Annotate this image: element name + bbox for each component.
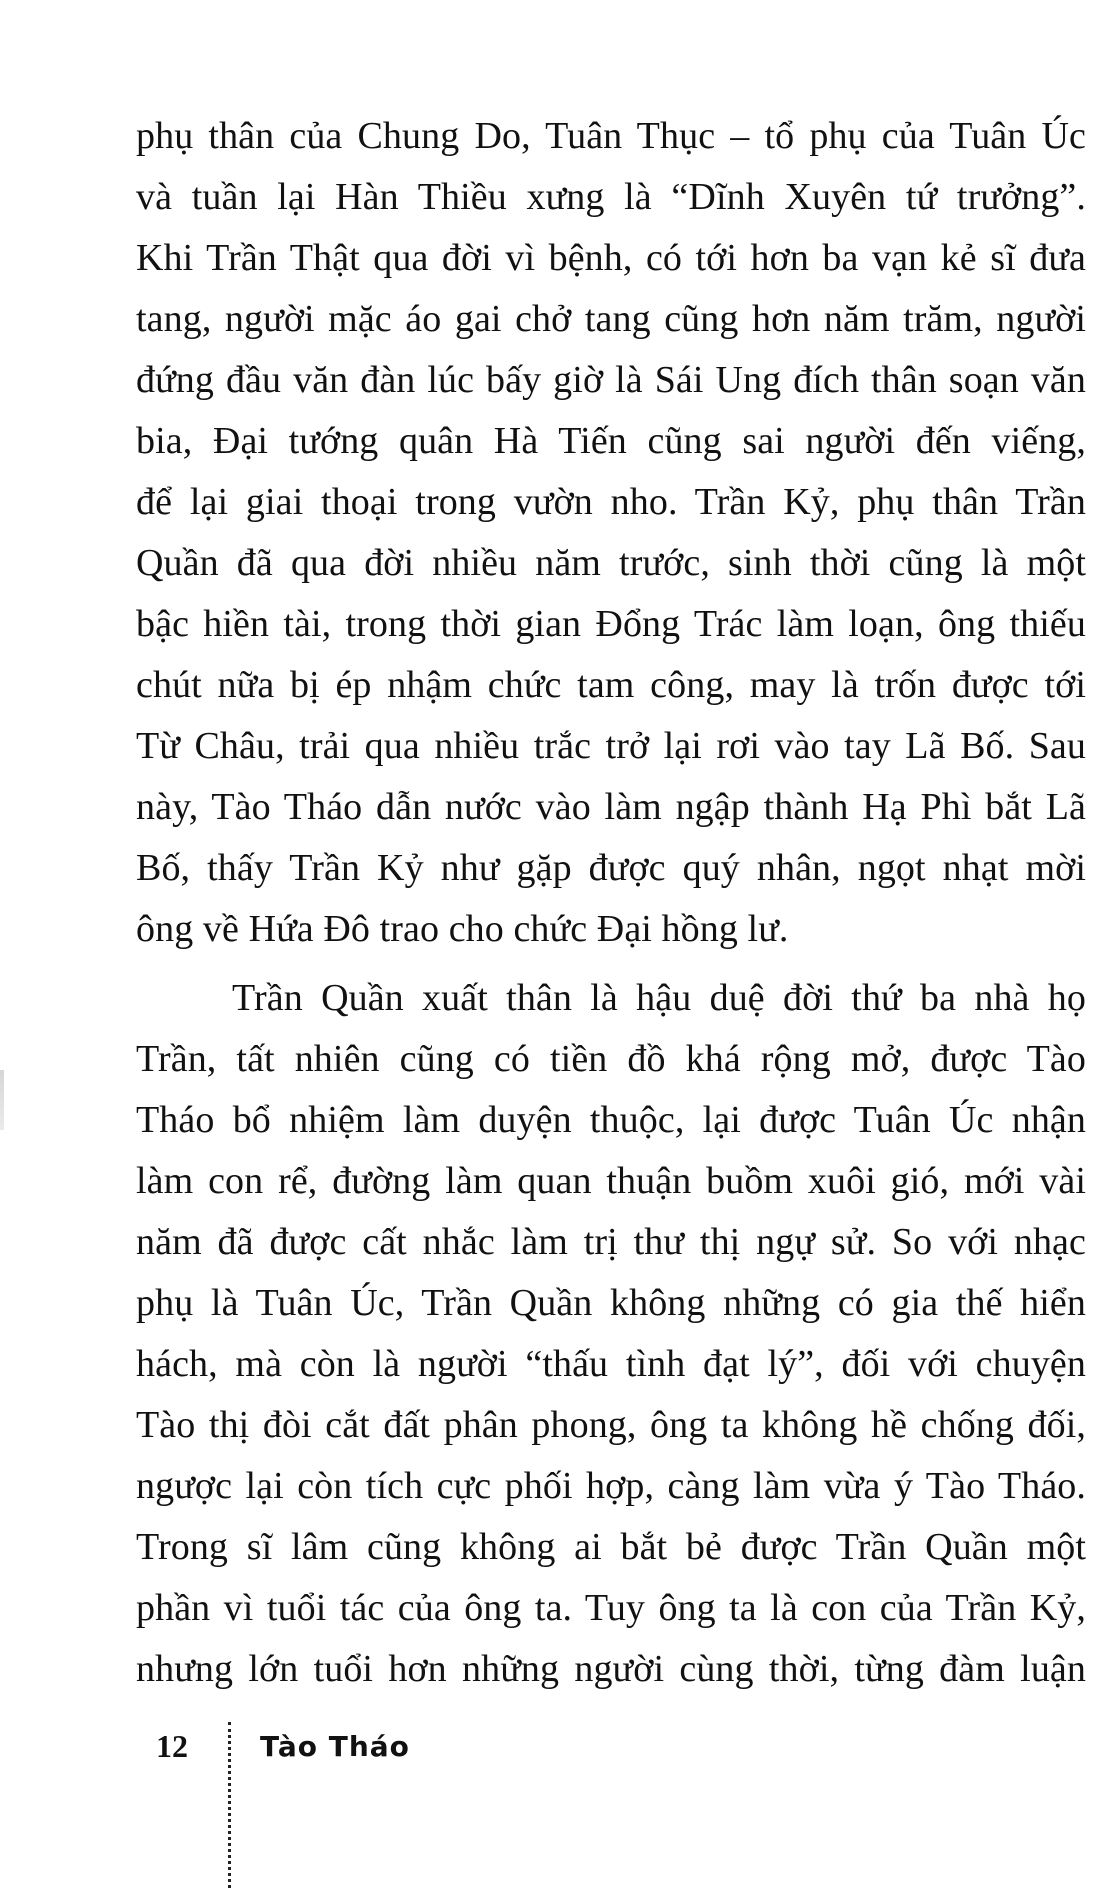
page-number: 12 bbox=[156, 1728, 188, 1764]
text-line: ông về Hứa Đô trao cho chức Đại hồng lư. bbox=[136, 908, 789, 950]
body-text bbox=[136, 106, 1086, 1700]
paragraph-2 bbox=[136, 968, 1086, 1700]
scan-edge-mark bbox=[0, 1070, 4, 1130]
paragraph-1 bbox=[136, 106, 1086, 960]
text-line: Tào thị đòi cắt đất phân phong, ông ta không hề chống đối, bbox=[136, 1404, 1086, 1446]
text-line: và tuần lại Hàn Thiều xưng là “Dĩnh Xuyên tứ trưởng”. bbox=[136, 176, 1086, 218]
dotted-divider bbox=[228, 1722, 231, 1888]
text-line: tang, người mặc áo gai chở tang cũng hơn năm trăm, người bbox=[136, 298, 1086, 340]
text-line: phần vì tuổi tác của ông ta. Tuy ông ta là con của Trần Kỷ, bbox=[136, 1587, 1086, 1629]
text-line: phụ là Tuân Úc, Trần Quần không những có gia thế hiển bbox=[136, 1282, 1086, 1324]
running-title: Tào Tháo bbox=[260, 1730, 410, 1763]
text-line: Trần, tất nhiên cũng có tiền đồ khá rộng mở, được Tào bbox=[136, 1038, 1086, 1080]
text-line: Tháo bổ nhiệm làm duyện thuộc, lại được Tuân Úc nhận bbox=[136, 1099, 1086, 1141]
text-line: này, Tào Tháo dẫn nước vào làm ngập thành Hạ Phì bắt Lã bbox=[136, 786, 1086, 828]
text-line: làm con rể, đường làm quan thuận buồm xuôi gió, mới vài bbox=[136, 1160, 1086, 1202]
paragraph-gap bbox=[136, 960, 1086, 968]
text-line: Trong sĩ lâm cũng không ai bắt bẻ được Trần Quần một bbox=[136, 1526, 1086, 1568]
text-line: bậc hiền tài, trong thời gian Đổng Trác làm loạn, ông thiếu bbox=[136, 603, 1086, 645]
text-line: chút nữa bị ép nhậm chức tam công, may là trốn được tới bbox=[136, 664, 1086, 706]
text-line: ngược lại còn tích cực phối hợp, càng làm vừa ý Tào Tháo. bbox=[136, 1465, 1086, 1507]
text-line: Từ Châu, trải qua nhiều trắc trở lại rơi vào tay Lã Bố. Sau bbox=[136, 725, 1086, 767]
text-line: phụ thân của Chung Do, Tuân Thục – tổ phụ của Tuân Úc bbox=[136, 115, 1086, 157]
text-line: Bố, thấy Trần Kỷ như gặp được quý nhân, ngọt nhạt mời bbox=[136, 847, 1086, 889]
text-line: để lại giai thoại trong vườn nho. Trần Kỷ, phụ thân Trần bbox=[136, 481, 1086, 523]
text-line: Quần đã qua đời nhiều năm trước, sinh thời cũng là một bbox=[136, 542, 1086, 584]
text-line: năm đã được cất nhắc làm trị thư thị ngự sử. So với nhạc bbox=[136, 1221, 1086, 1263]
text-line: hách, mà còn là người “thấu tình đạt lý”, đối với chuyện bbox=[136, 1343, 1086, 1385]
text-line: bia, Đại tướng quân Hà Tiến cũng sai người đến viếng, bbox=[136, 420, 1086, 462]
text-line: nhưng lớn tuổi hơn những người cùng thời, từng đàm luận bbox=[136, 1648, 1086, 1690]
text-line: Khi Trần Thật qua đời vì bệnh, có tới hơn ba vạn kẻ sĩ đưa bbox=[136, 237, 1086, 279]
text-line: đứng đầu văn đàn lúc bấy giờ là Sái Ung đích thân soạn văn bbox=[136, 359, 1086, 401]
page-footer bbox=[136, 1700, 1036, 1888]
text-line: Trần Quần xuất thân là hậu duệ đời thứ ba nhà họ bbox=[232, 977, 1086, 1019]
